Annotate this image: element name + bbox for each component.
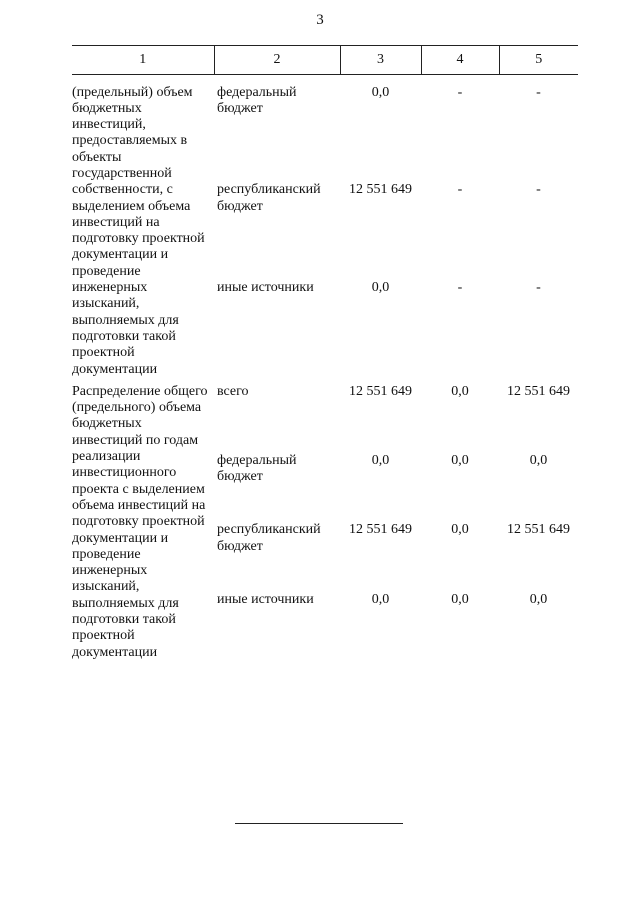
value-cell: - [536,84,541,100]
value-cell: 12 551 649 [349,182,412,198]
row-description: Распределение общего (предельного) объема бюджетных инвестиций по годам реализации инвестиционного проекта с выделением объема инвестиций на подготовку проектной документации и проведение инженерных изысканий, выполняемых для подготовки такой проектной документации [72,383,208,660]
value-cell: - [457,280,463,296]
column-header: 3 [340,46,421,75]
value-cell: 0,0 [451,383,469,399]
value-cell: 0,0 [451,453,469,469]
value-cell: 12 551 649 [349,383,412,399]
column-header: 5 [499,46,578,75]
value-cell: 0,0 [371,84,390,100]
value-cell: - [536,182,541,198]
column-header: 2 [214,46,340,75]
value-cell: - [457,84,463,100]
budget-table [72,45,578,661]
value-cell: 0,0 [529,591,548,607]
value-cell: 0,0 [371,280,390,296]
row-description: (предельный) объем бюджетных инвестиций, предоставляемых в объекты государственной собственности, с выделением объема инвестиций на подготовку проектной документации и проведение инженерных изысканий, выполняемых для подготовки такой проектной документации [72,84,205,377]
funding-source: республиканский бюджет [217,182,321,214]
value-cell: 0,0 [371,591,390,607]
value-cell: 0,0 [451,591,469,607]
page-number: 3 [316,12,324,28]
table-header-row [72,46,578,75]
value-cell: 0,0 [529,453,548,469]
funding-source: иные источники [217,591,314,607]
value-cell: 12 551 649 [507,522,570,538]
value-cell: 12 551 649 [349,522,412,538]
funding-source: всего [217,383,249,399]
column-header: 1 [72,46,214,75]
value-cell: 12 551 649 [507,383,570,399]
funding-source: республиканский бюджет [217,522,321,554]
bottom-divider [235,823,403,824]
funding-source: федеральный бюджет [217,84,297,116]
value-cell: 0,0 [451,522,469,538]
value-cell: - [536,280,541,296]
funding-source: иные источники [217,280,314,296]
table-row [72,85,578,183]
column-header: 4 [421,46,499,75]
value-cell: 0,0 [371,453,390,469]
table-row [72,384,578,453]
value-cell: - [457,182,463,198]
funding-source: федеральный бюджет [217,453,297,485]
